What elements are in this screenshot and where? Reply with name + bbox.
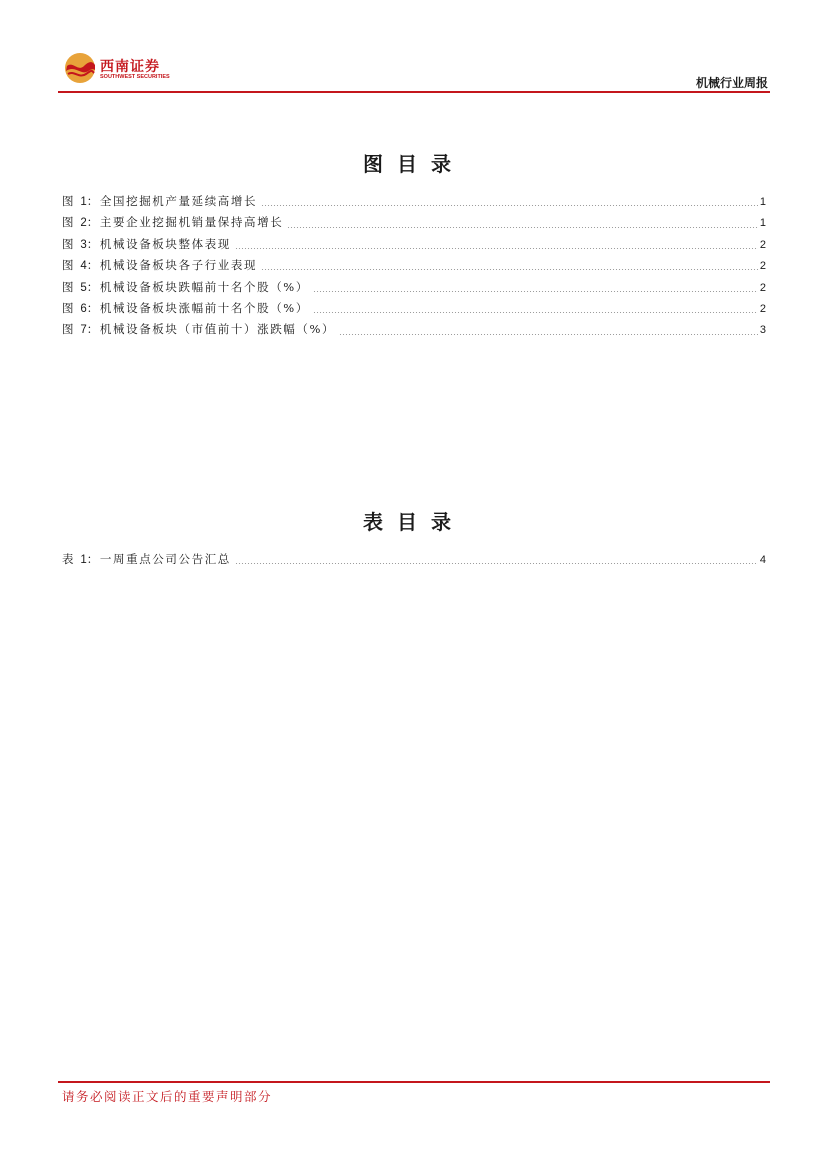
disclaimer-note: 请务必阅读正文后的重要声明部分 [62, 1089, 273, 1104]
entry-page: 1 [759, 196, 766, 208]
logo-chinese-name: 西南证券 [100, 59, 160, 75]
sun-wave-logo-icon [64, 52, 96, 84]
entry-prefix: 表 [62, 552, 76, 566]
entry-title: 一周重点公司公告汇总 [99, 552, 231, 566]
dot-leader [313, 291, 758, 292]
company-logo [64, 50, 184, 84]
page-header [58, 48, 770, 92]
dot-leader [261, 205, 758, 206]
entry-number: 3 [80, 238, 87, 251]
toc-entry[interactable] [62, 255, 766, 276]
entry-number: 1 [80, 554, 87, 566]
entry-title: 机械设备板块各子行业表现 [99, 258, 258, 273]
entry-number: 6 [80, 302, 87, 315]
figure-list-title: 图目录 [363, 152, 465, 176]
entry-label: 图 7： [62, 322, 100, 337]
entry-prefix: 图 [62, 236, 76, 251]
dot-leader [235, 563, 758, 564]
toc-entry[interactable] [62, 319, 766, 340]
report-type: 机械行业周报 [695, 76, 768, 90]
entry-label: 图 6： [62, 300, 100, 315]
entry-number: 4 [80, 260, 87, 273]
entry-label: 图 5： [62, 279, 100, 294]
footer-rule [58, 1081, 770, 1083]
dot-leader [313, 312, 758, 313]
entry-title: 主要企业挖掘机销量保持高增长 [99, 215, 284, 230]
entry-prefix: 图 [62, 215, 76, 230]
toc-entry[interactable] [62, 212, 766, 233]
entry-number: 5 [80, 281, 87, 294]
entry-prefix: 图 [62, 322, 76, 337]
figure-list [62, 191, 766, 341]
entry-page: 2 [759, 302, 766, 315]
entry-title: 机械设备板块（市值前十）涨跌幅（%） [99, 322, 336, 337]
entry-prefix: 图 [62, 279, 76, 294]
entry-title: 机械设备板块整体表现 [99, 236, 231, 251]
table-list [62, 549, 766, 570]
entry-page: 2 [759, 238, 766, 251]
table-list-title: 表目录 [363, 510, 465, 534]
entry-prefix: 图 [62, 194, 76, 208]
entry-label: 表 1： [62, 552, 100, 566]
entry-title: 机械设备板块跌幅前十名个股（%） [99, 279, 309, 294]
toc-entry[interactable] [62, 277, 766, 298]
entry-title: 机械设备板块涨幅前十名个股（%） [99, 300, 309, 315]
dot-leader [261, 269, 758, 270]
entry-page: 1 [759, 217, 766, 230]
entry-number: 1 [80, 196, 87, 208]
entry-number: 7 [80, 324, 87, 337]
entry-number: 2 [80, 217, 87, 230]
entry-page: 4 [759, 554, 766, 566]
entry-page: 2 [759, 260, 766, 273]
entry-label: 图 1： [62, 194, 100, 208]
entry-prefix: 图 [62, 258, 76, 273]
entry-label: 图 4： [62, 258, 100, 273]
entry-label: 图 3： [62, 236, 100, 251]
logo-english-name: SOUTHWEST SECURITIES [100, 74, 170, 80]
dot-leader [287, 227, 758, 228]
dot-leader [235, 248, 758, 249]
entry-title: 全国挖掘机产量延续高增长 [99, 194, 258, 208]
entry-label: 图 2： [62, 215, 100, 230]
header-rule [58, 91, 770, 93]
dot-leader [339, 334, 758, 335]
entry-page: 2 [759, 281, 766, 294]
toc-entry[interactable] [62, 234, 766, 255]
toc-entry[interactable] [62, 191, 766, 212]
entry-prefix: 图 [62, 300, 76, 315]
toc-entry[interactable] [62, 298, 766, 319]
toc-entry[interactable] [62, 549, 766, 570]
entry-page: 3 [759, 324, 766, 337]
